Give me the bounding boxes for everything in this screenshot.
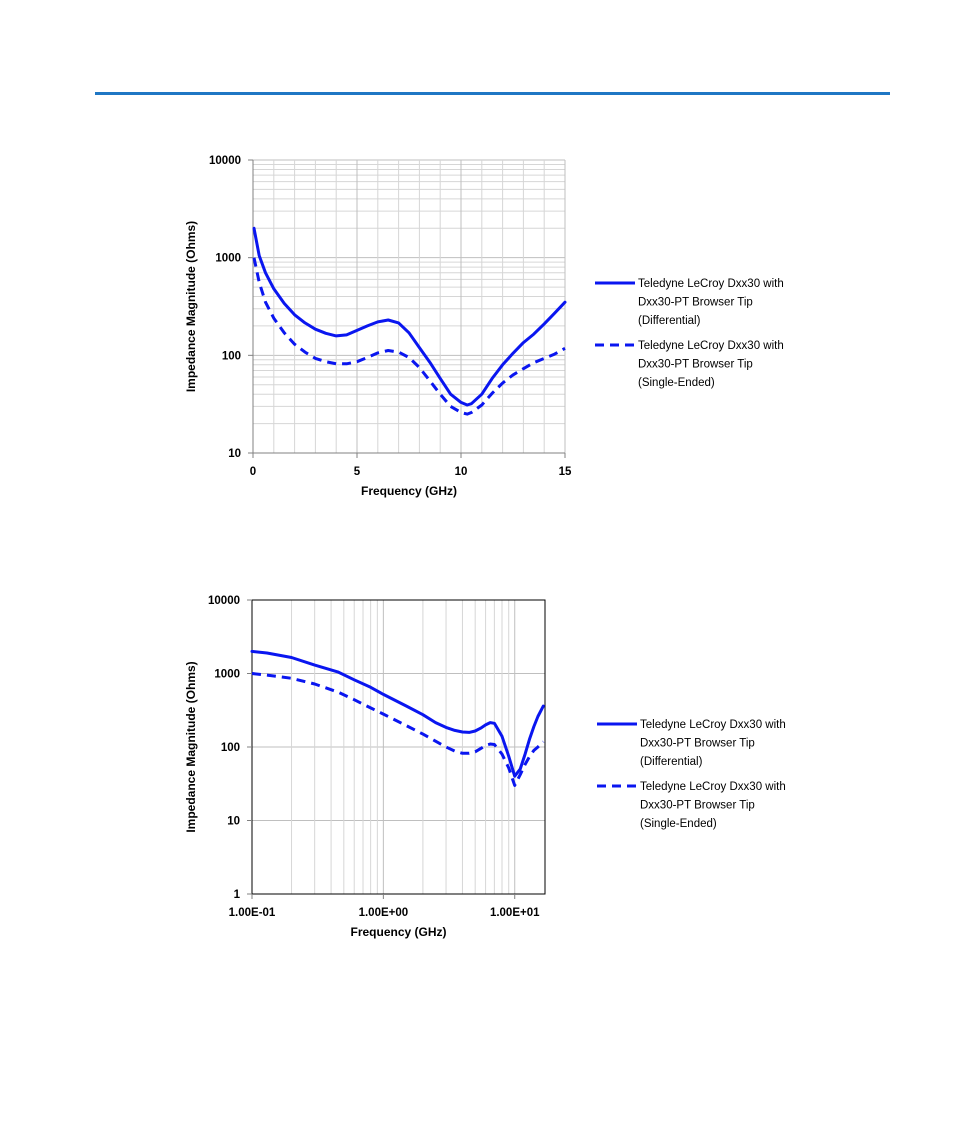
legend-label-single-ended: Dxx30-PT Browser Tip: [638, 358, 753, 371]
y-axis-title: Impedance Magnitude (Ohms): [184, 661, 198, 833]
legend-label-single-ended: Teledyne LeCroy Dxx30 with: [640, 781, 786, 793]
legend-label-differential: Dxx30-PT Browser Tip: [640, 737, 755, 750]
x-tick-label: 1.00E-01: [228, 907, 276, 919]
y-tick-label: 1000: [214, 668, 240, 681]
legend-label-differential: (Differential): [638, 315, 701, 327]
series-differential-line: [252, 651, 543, 776]
y-axis-title: Impedance Magnitude (Ohms): [184, 220, 198, 393]
legend-label-single-ended: (Single-Ended): [638, 377, 715, 389]
header-rule: [95, 92, 890, 95]
x-tick-label: 15: [558, 466, 572, 478]
y-tick-label: 10000: [209, 155, 241, 167]
y-tick-label: 1000: [215, 252, 241, 265]
legend-label-single-ended: Teledyne LeCroy Dxx30 with: [638, 340, 784, 352]
x-tick-label: 0: [249, 466, 257, 478]
legend-label-differential: Teledyne LeCroy Dxx30 with: [638, 278, 784, 290]
legend-label-single-ended: Dxx30-PT Browser Tip: [640, 799, 755, 812]
y-tick-label: 10: [228, 448, 241, 460]
y-tick-label: 10000: [208, 595, 240, 607]
y-tick-label: 10: [227, 815, 240, 828]
x-tick-label: 1.00E+01: [489, 907, 540, 919]
x-axis-title: Frequency (GHz): [360, 484, 458, 498]
legend-label-single-ended: (Single-Ended): [640, 818, 717, 830]
x-tick-label: 10: [454, 466, 468, 478]
series-differential-line: [254, 228, 565, 405]
x-axis-title: Frequency (GHz): [350, 925, 447, 939]
y-tick-label: 1: [233, 889, 240, 901]
x-tick-label: 5: [353, 466, 361, 478]
x-tick-label: 1.00E+00: [358, 907, 409, 919]
y-tick-label: 100: [220, 742, 240, 754]
chart-2-log: [0, 580, 954, 960]
legend-label-differential: Dxx30-PT Browser Tip: [638, 296, 753, 309]
chart-1-linear: [0, 140, 954, 520]
legend-label-differential: Teledyne LeCroy Dxx30 with: [640, 719, 786, 731]
legend-label-differential: (Differential): [640, 756, 703, 768]
y-tick-label: 100: [221, 350, 241, 363]
